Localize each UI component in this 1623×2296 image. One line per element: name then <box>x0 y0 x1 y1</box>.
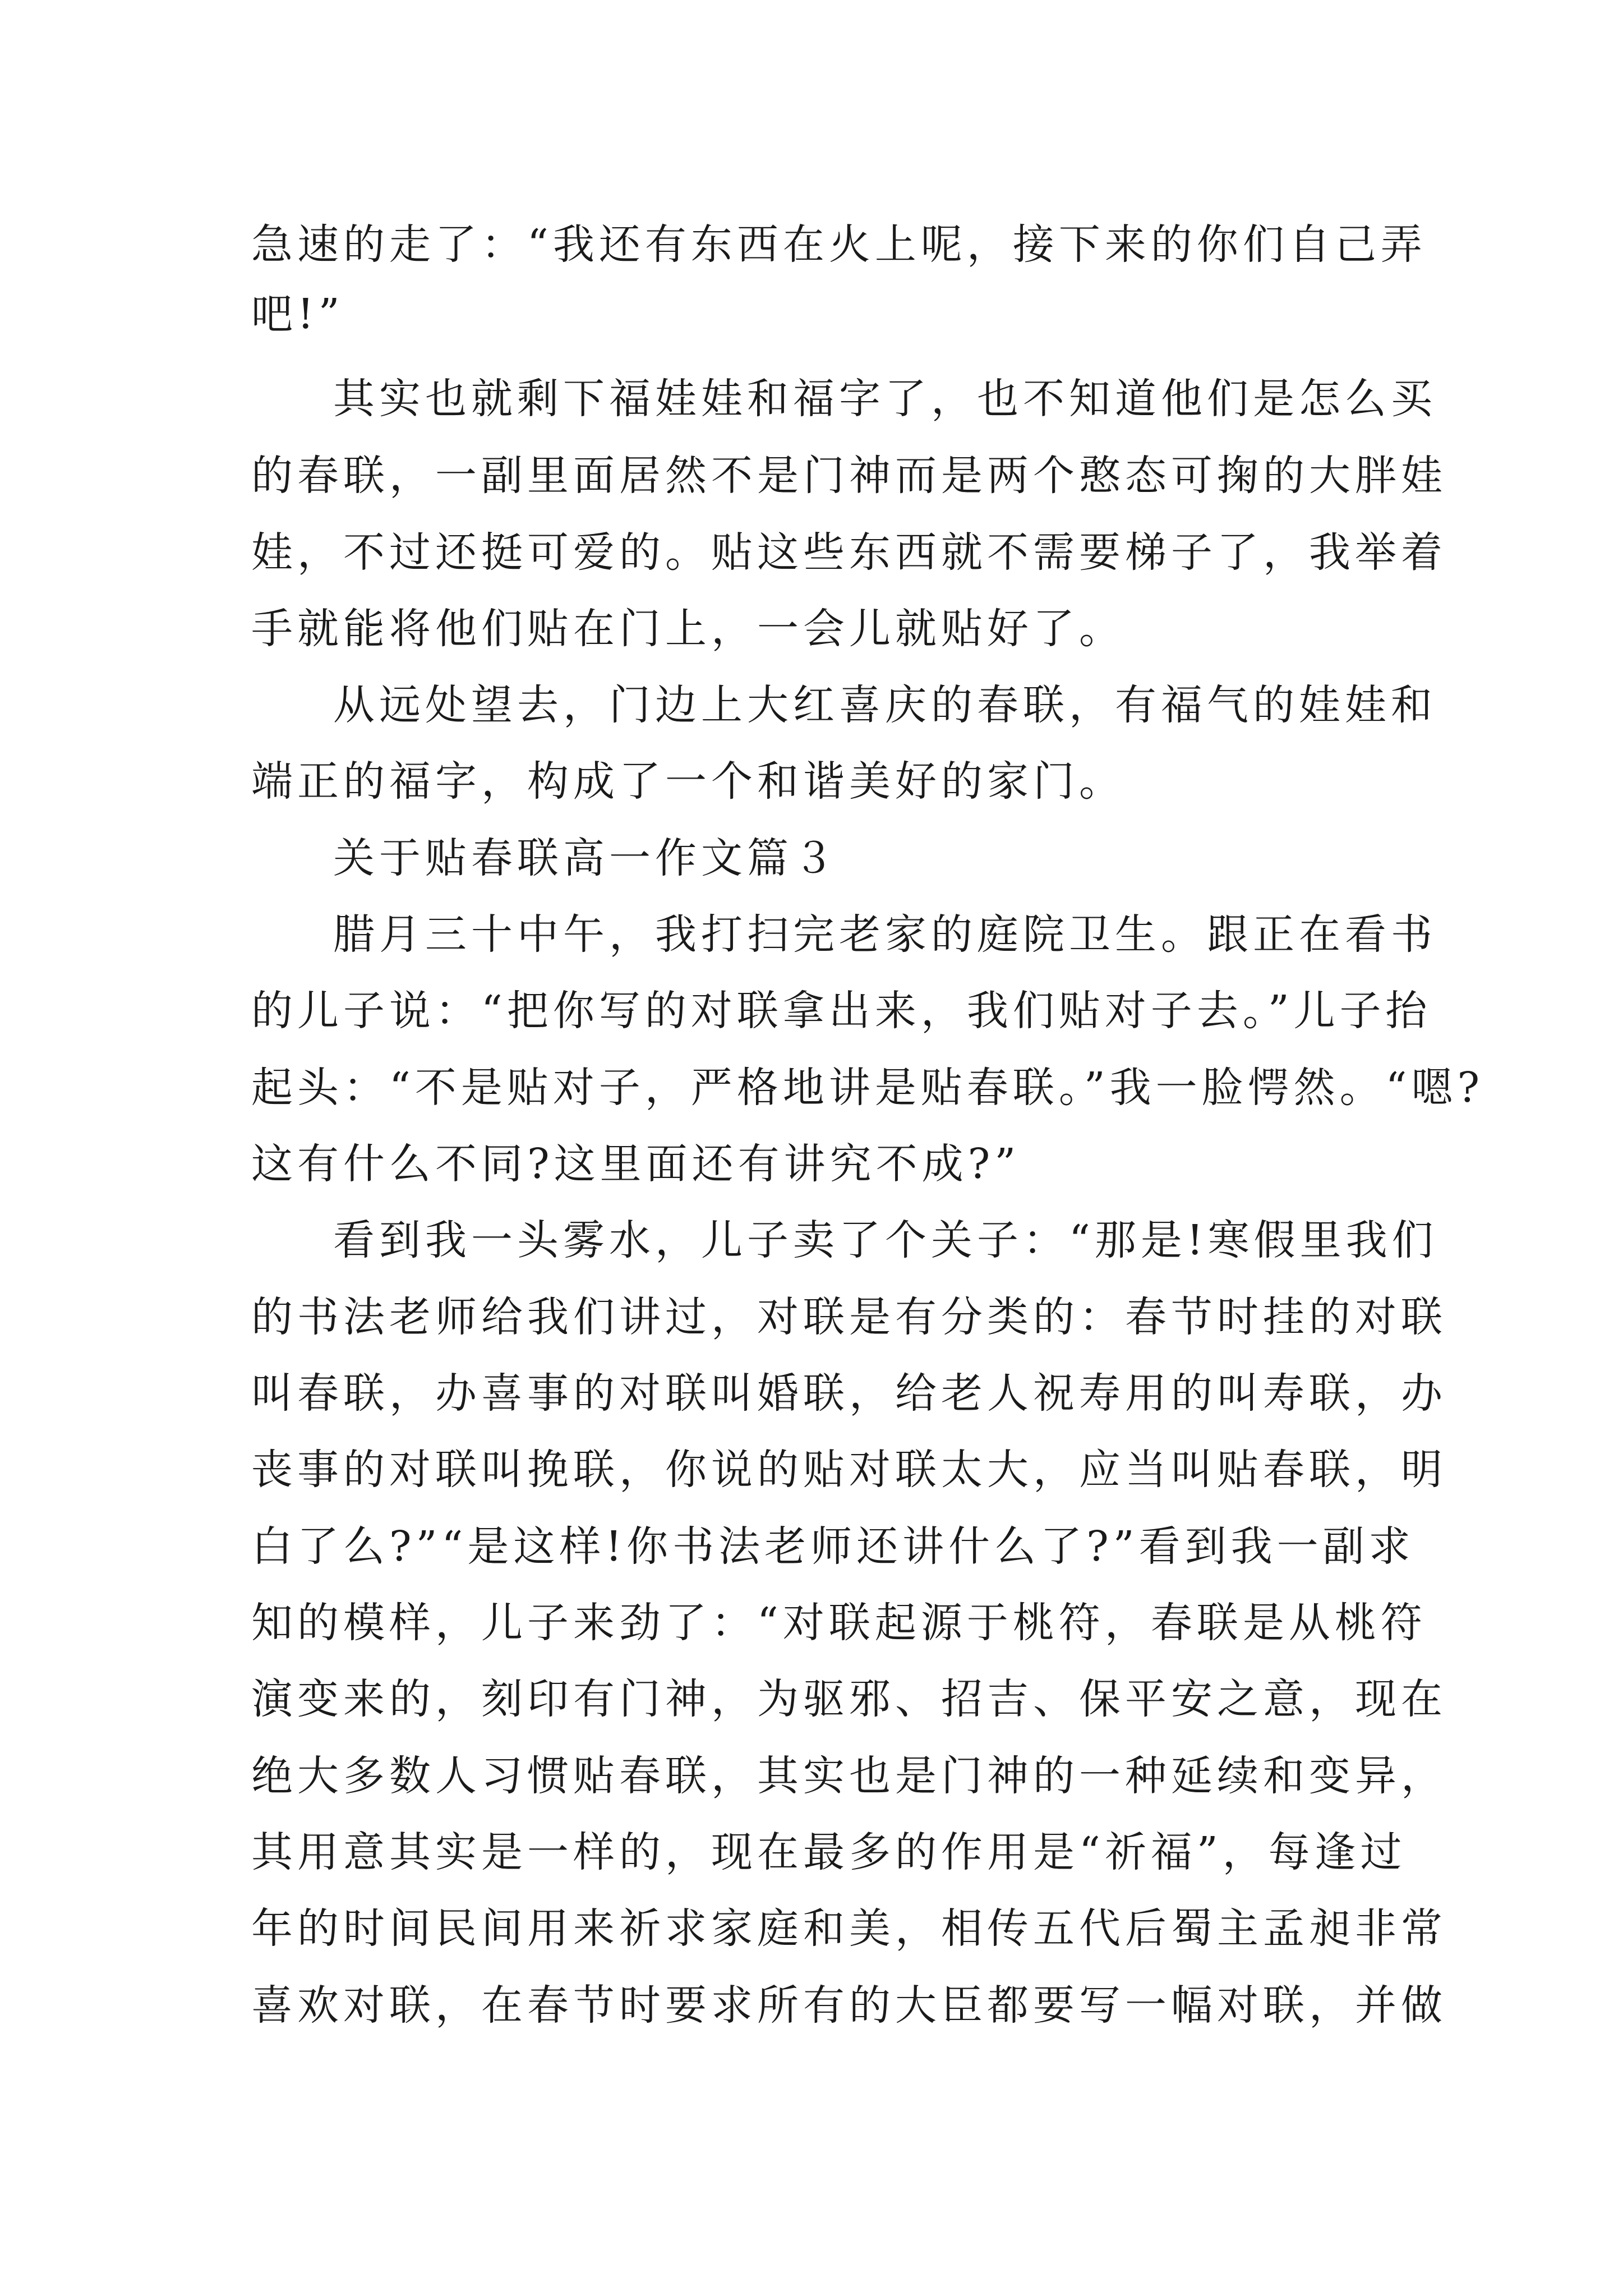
text-line: 白了么?”“是这样!你书法老师还讲什么了?”看到我一副求 <box>251 1522 1415 1571</box>
paragraph-first-line: 从远处望去，门边上大红喜庆的春联，有福气的娃娃和 <box>333 681 1437 729</box>
text-line: 绝大多数人习惯贴春联，其实也是门神的一种延续和变异， <box>251 1752 1447 1800</box>
section-heading: 关于贴春联高一作文篇３ <box>333 834 839 882</box>
text-line: 年的时间民间用来祈求家庭和美，相传五代后蜀主孟昶非常 <box>251 1904 1447 1953</box>
text-line: 吧!” <box>251 290 344 338</box>
text-line: 手就能将他们贴在门上，一会儿就贴好了。 <box>251 605 1125 653</box>
paragraph-first-line: 腊月三十中午，我打扫完老家的庭院卫生。跟正在看书 <box>333 910 1437 959</box>
text-line: 娃，不过还挺可爱的。贴这些东西就不需要梯子了，我举着 <box>251 528 1447 577</box>
paragraph-first-line: 看到我一头雾水，儿子卖了个关子：“那是!寒假里我们 <box>333 1216 1438 1264</box>
text-line: 起头：“不是贴对子，严格地讲是贴春联。”我一脸愕然。“嗯? <box>251 1064 1484 1112</box>
text-line: 急速的走了：“我还有东西在火上呢，接下来的你们自己弄 <box>251 220 1427 269</box>
text-line: 喜欢对联，在春节时要求所有的大臣都要写一幅对联，并做 <box>251 1981 1447 2030</box>
text-line: 演变来的，刻印有门神，为驱邪、招吉、保平安之意，现在 <box>251 1675 1447 1723</box>
text-line: 其用意其实是一样的，现在最多的作用是“祈福”，每逢过 <box>251 1828 1407 1876</box>
text-line: 叫春联，办喜事的对联叫婚联，给老人祝寿用的叫寿联，办 <box>251 1369 1447 1418</box>
text-line: 的书法老师给我们讲过，对联是有分类的：春节时挂的对联 <box>251 1293 1447 1341</box>
text-line: 知的模样，儿子来劲了：“对联起源于桃符，春联是从桃符 <box>251 1599 1427 1647</box>
paragraph-first-line: 其实也就剩下福娃娃和福字了，也不知道他们是怎么买 <box>333 375 1437 423</box>
text-line: 的儿子说：“把你写的对联拿出来，我们贴对子去。”儿子抬 <box>251 987 1432 1035</box>
text-line: 丧事的对联叫挽联，你说的贴对联太大，应当叫贴春联，明 <box>251 1446 1447 1494</box>
text-line: 的春联，一副里面居然不是门神而是两个憨态可掬的大胖娃 <box>251 452 1447 500</box>
text-line: 这有什么不同?这里面还有讲究不成?” <box>251 1140 1021 1188</box>
text-line: 端正的福字，构成了一个和谐美好的家门。 <box>251 757 1125 806</box>
